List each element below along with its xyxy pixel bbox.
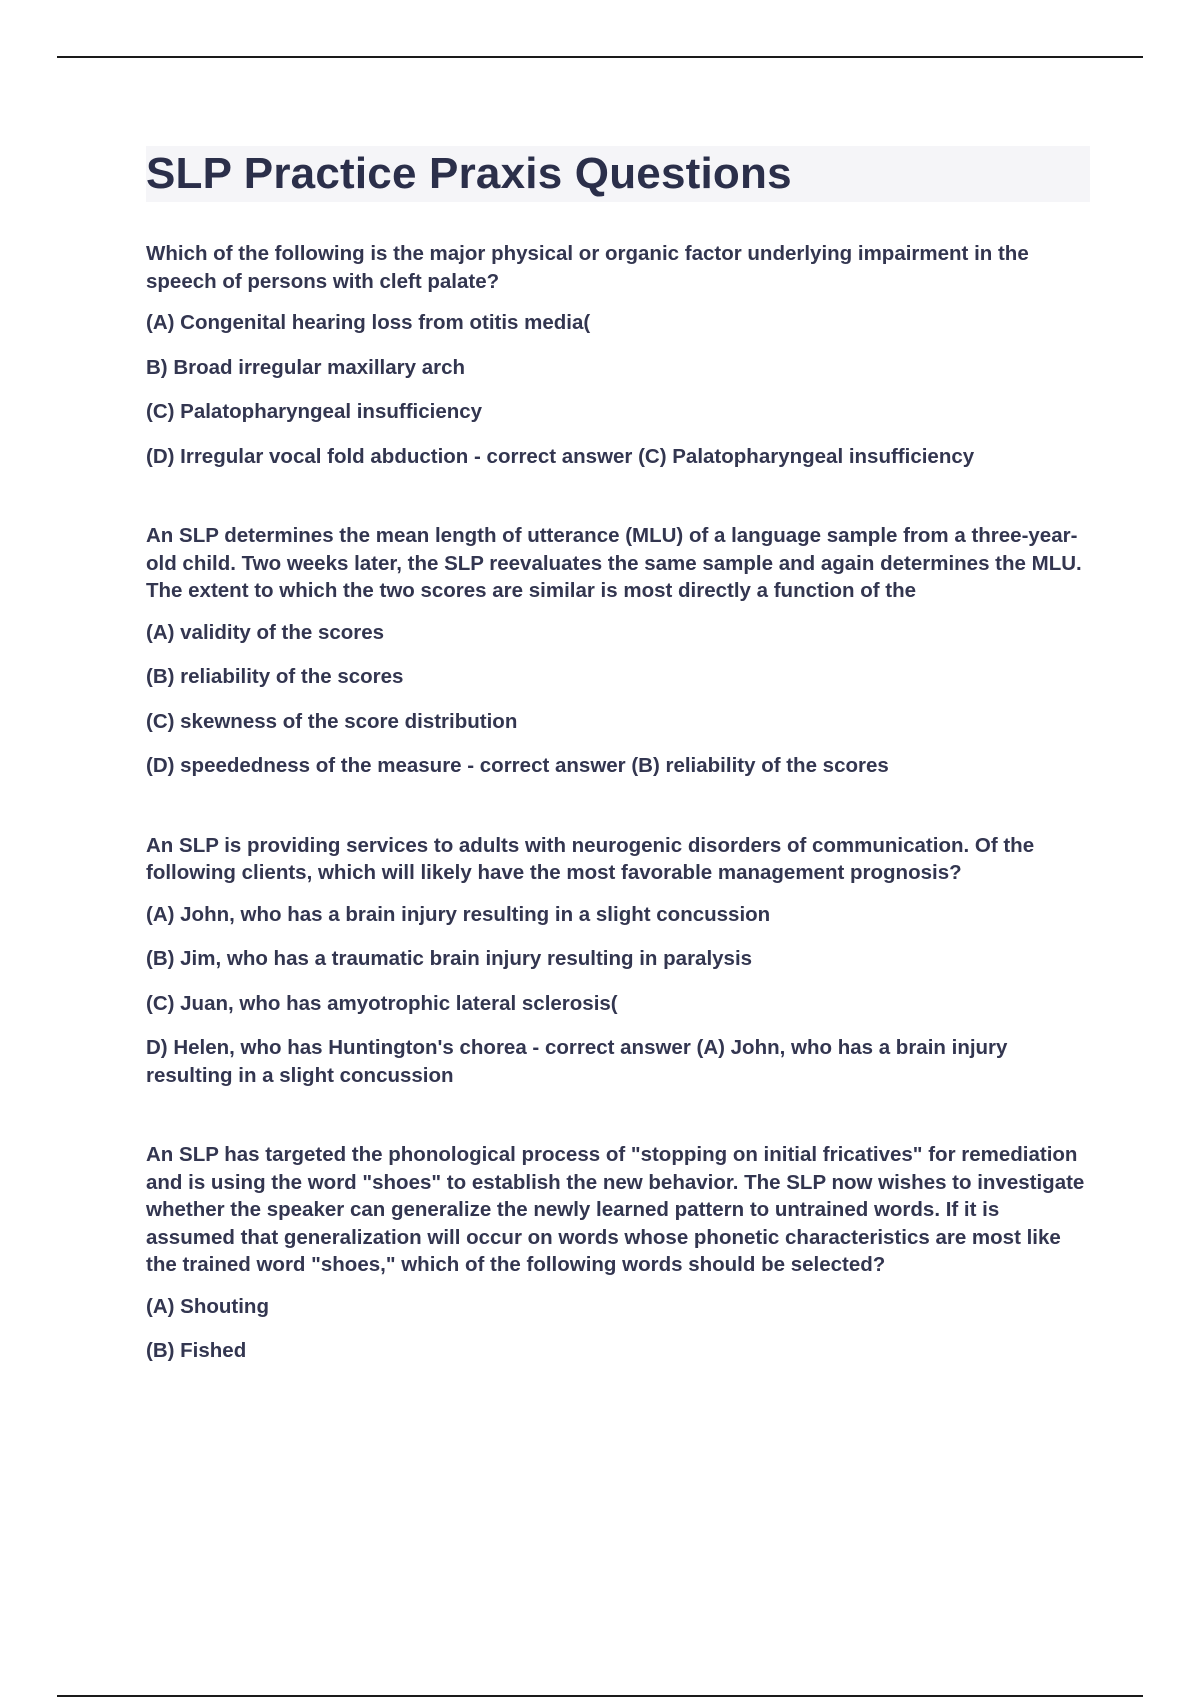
question-text: An SLP determines the mean length of utterance (MLU) of a language sample from a three-year-old child. Two weeks later, the SLP reevaluates the same sample and again determines the MLU. The extent to which the two scores are similar is most directly a function of the <box>146 524 1082 602</box>
answer-option: (A) John, who has a brain injury resulting in a slight concussion <box>146 902 771 926</box>
answer-option: (A) Shouting <box>146 1294 269 1318</box>
answer-option: (B) reliability of the scores <box>146 665 404 688</box>
answer-option: (B) Fished <box>146 1339 247 1362</box>
answer-option-with-correct-answer: (D) speededness of the measure - correct answer (B) reliability of the scores <box>146 754 889 777</box>
question-block-3 <box>146 832 1090 1090</box>
question-block-4 <box>146 1141 1090 1365</box>
answer-option-with-correct-answer: D) Helen, who has Huntington's chorea - correct answer (A) John, who has a brain injury resulting in a slight concussion <box>146 1036 1008 1087</box>
answer-option: (A) Congenital hearing loss from otitis media( <box>146 311 591 334</box>
answer-option: (B) Jim, who has a traumatic brain injury resulting in paralysis <box>146 947 753 970</box>
question-text: Which of the following is the major physical or organic factor underlying impairment in the speech of persons with cleft palate? <box>146 242 1029 293</box>
top-rule <box>57 56 1143 58</box>
page-title: SLP Practice Praxis Questions <box>146 149 792 198</box>
answer-option: (C) skewness of the score distribution <box>146 709 518 733</box>
bottom-rule <box>57 1695 1143 1697</box>
title-bar <box>146 146 1090 202</box>
answer-option: (A) validity of the scores <box>146 620 385 644</box>
answer-option: (C) Juan, who has amyotrophic lateral sclerosis( <box>146 991 618 1015</box>
document-body <box>146 146 1090 1417</box>
question-text: An SLP is providing services to adults with neurogenic disorders of communication. Of the following clients, which will likely have the most favorable management prognosis? <box>146 833 1035 884</box>
answer-option: B) Broad irregular maxillary arch <box>146 355 466 379</box>
answer-option: (C) Palatopharyngeal insufficiency <box>146 400 483 423</box>
question-block-2 <box>146 522 1090 780</box>
question-block-1 <box>146 240 1090 470</box>
question-text: An SLP has targeted the phonological process of "stopping on initial fricatives" for remediation and is using the word "shoes" to establish the new behavior. The SLP now wishes to investigate whether the speaker can generalize the newly learned pattern to untrained words. If it is assumed that generalization will occur on words whose phonetic characteristics are most like the trained word "shoes," which of the following words should be selected? <box>146 1143 1085 1276</box>
answer-option-with-correct-answer: (D) Irregular vocal fold abduction - correct answer (C) Palatopharyngeal insufficiency <box>146 444 975 468</box>
